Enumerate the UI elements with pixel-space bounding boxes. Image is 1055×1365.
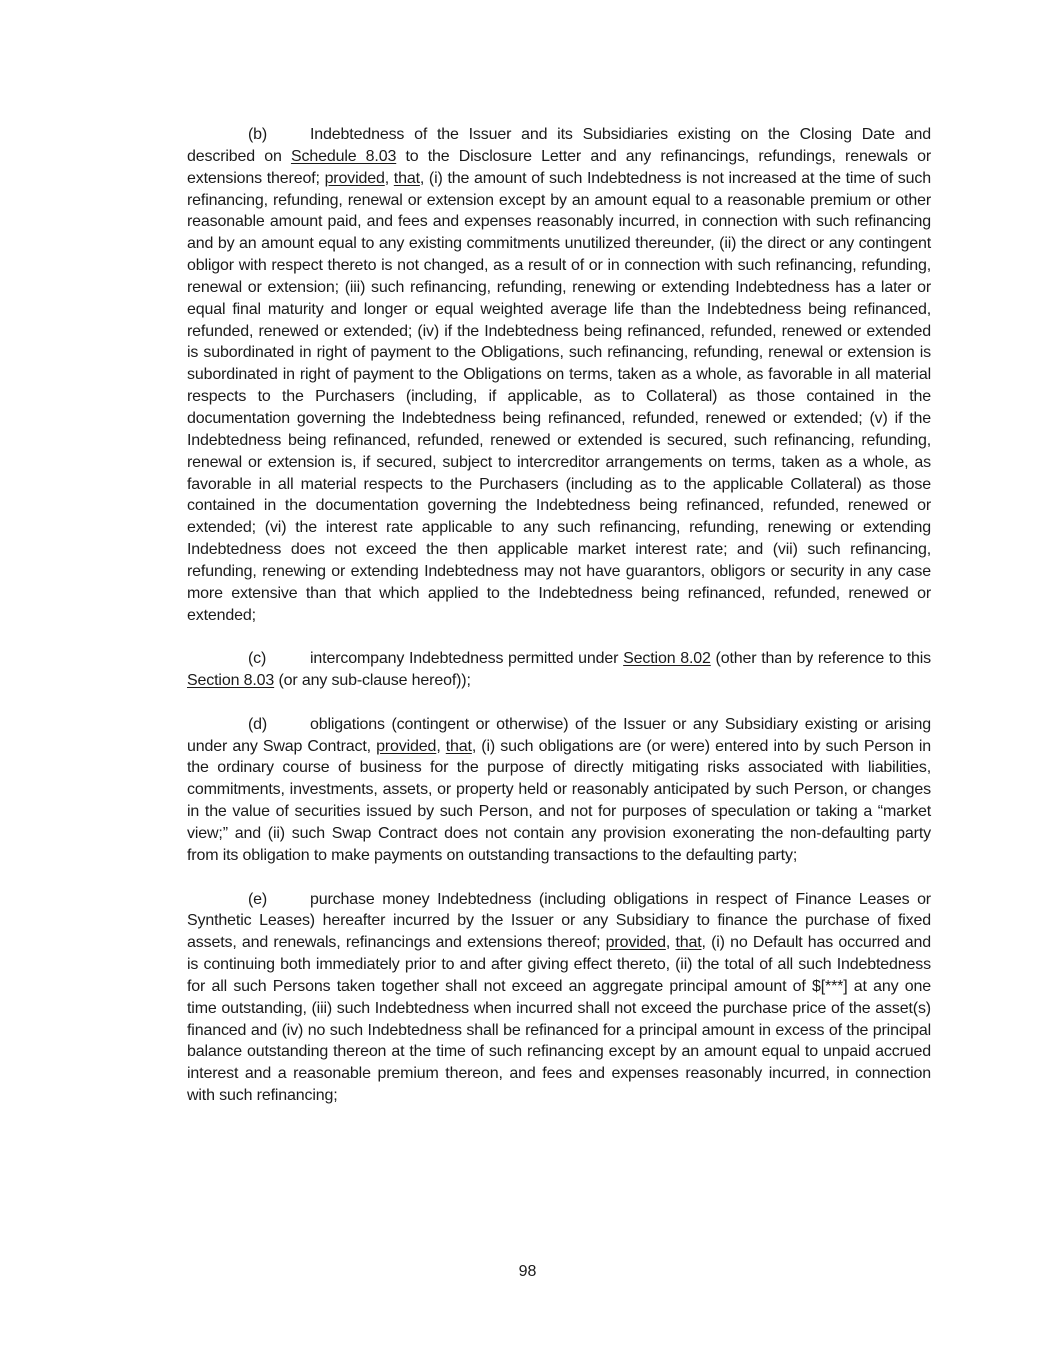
paragraph-c-text-2: (other than by reference to this [710,650,931,668]
clause-label-b: (b) [248,126,268,143]
separator-comma: , [384,169,394,187]
paragraph-d [187,714,931,867]
clause-label-e: (e) [248,890,268,908]
paragraph-e [187,889,931,1107]
paragraph-d-text-2: , (i) such obligations are (or were) entered into by such Person in the ordinary course of business for the purpose of directly mitigating risks associated with liabilities, commitments, investments, assets, or property held or reasonably anticipated by such Person, or changes in the value of securities issued by such Person, and not for purposes of speculation or taking a “market view;” and (ii) such Swap Contract does not contain any provision exonerating the non-defaulting party from its obligation to make payments on outstanding transactions to the defaulting party; [187,737,931,864]
separator-comma: , [665,934,676,952]
section-8-02-reference: Section 8.02 [623,650,711,668]
section-8-03-reference: Section 8.03 [187,672,275,690]
paragraph-d-text-1: obligations (contingent or otherwise) of the Issuer or any Subsidiary existing or arising under any Swap Contract, [187,715,931,755]
paragraph-b-text-2: to the Disclosure Letter and any refinancings, refundings, renewals or extensions thereof; [187,147,932,187]
paragraph-c [187,648,931,692]
provided-term: provided [376,737,437,755]
paragraph-b-text-1: Indebtedness of the Issuer and its Subsidiaries existing on the Closing Date and described on [187,126,931,165]
provided-term: provided [324,169,385,187]
paragraph-b [187,124,931,626]
that-term: that [393,169,420,187]
provided-term: provided [605,934,666,952]
paragraph-c-text-3: (or any sub-clause hereof)); [274,672,471,690]
that-term: that [445,737,472,755]
paragraph-e-text-1: purchase money Indebtedness (including obligations in respect of Finance Leases or Synthetic Leases) hereafter incurred by the Issuer or any Subsidiary to finance the purchase of fixed assets, and renewals, refinancings and extensions thereof; [187,890,931,952]
paragraph-e-text-2: , (i) no Default has occurred and is continuing both immediately prior to and after giving effect thereto, (ii) the total of all such Indebtedness for all such Persons taken together shall not exceed an aggregate principal amount of $[***] at any one time outstanding, (iii) such Indebtedness when incurred shall not exceed the purchase price of the asset(s) financed and (iv) no such Indebtedness shall be refinanced for a principal amount in excess of the principal balance outstanding thereon at the time of such refinancing except by an amount equal to unpaid accrued interest and a reasonable premium thereon, and fees and expenses reasonably incurred, in connection with such refinancing; [187,934,931,1105]
paragraph-c-text-1: intercompany Indebtedness permitted under [310,650,624,668]
separator-comma: , [436,737,446,755]
schedule-8-03-reference: Schedule 8.03 [290,147,397,165]
clause-label-c: (c) [248,650,267,668]
paragraph-b-text-3: , (i) the amount of such Indebtedness is not increased at the time of such refinancing, refunding, renewal or extension except by an amount equal to a reasonable premium or other reasonable amount paid, and fees and expenses reasonably incurred, in connection with such refinancing and by an amount equal to any existing commitments unutilized thereunder, (ii) the direct or any contingent obligor with respect thereto is not changed, as a result of or in connection with such refinancing, refunding, renewal or extension; (iii) such refinancing, refunding, renewing or extending Indebtedness has a later or equal final maturity and longer or equal weighted average life than the Indebtedness being refinanced, refunded, renewed or extended; (iv) if the Indebtedness being refinanced, refunded, renewed or extended is subordinated in right of payment to the Obligations, such refinancing, refunding, renewal or extension is subordinated in right of payment to the Obligations on terms, taken as a whole, as favorable in all material respects to the Purchasers (including, if applicable, as to Collateral) as those contained in the documentation governing the Indebtedness being refinanced, refunded, renewed or extended; (v) if the Indebtedness being refinanced, refunded, renewed or extended is secured, such refinancing, refunding, renewal or extension is, if secured, subject to intercreditor arrangements on terms, taken as a whole, as favorable in all material respects to the Purchasers (including as to the applicable Collateral) as those contained in the documentation governing the Indebtedness being refinanced, refunded, renewed or extended; (vi) the interest rate applicable to any such refinancing, refunding, renewing or extending Indebtedness does not exceed the then applicable market interest rate; and (vii) such refinancing, refunding, renewing or extending Indebtedness may not have guarantors, obligors or security in any case more extensive than that which applied to the Indebtedness being refinanced, refunded, renewed or extended; [187,169,931,624]
page-number: 98 [518,1263,537,1280]
clause-label-d: (d) [248,715,268,733]
that-term: that [675,934,702,952]
document-body [187,124,931,1129]
